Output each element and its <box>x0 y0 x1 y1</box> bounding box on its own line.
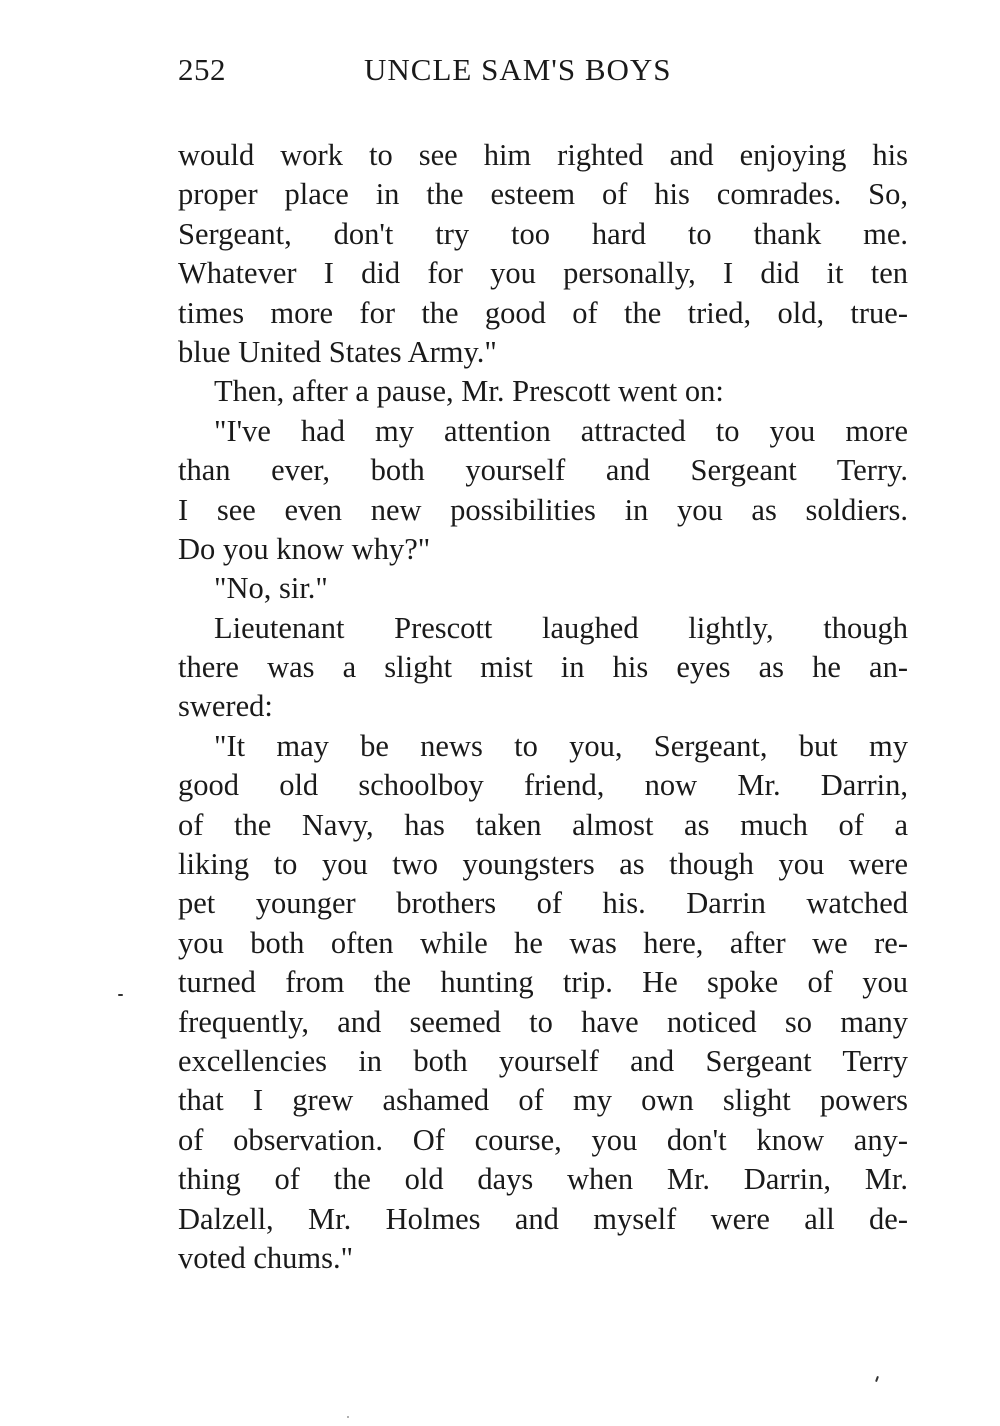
body-text <box>178 136 908 1278</box>
text-line: voted chums." <box>178 1240 354 1275</box>
text-line: Whatever I did for you personally, I did it ten <box>178 256 908 291</box>
text-line: blue United States Army." <box>178 334 497 369</box>
text-line: than ever, both yourself and Sergeant Terry. <box>178 453 908 488</box>
text-line: of the Navy, has taken almost as much of a <box>178 807 908 842</box>
text-line: of observation. Of course, you don't know any- <box>178 1122 908 1157</box>
running-head <box>178 52 738 96</box>
text-line: pet younger brothers of his. Darrin watched <box>178 886 908 921</box>
text-line: Lieutenant Prescott laughed lightly, though <box>214 610 908 645</box>
text-line: Dalzell, Mr. Holmes and myself were all de- <box>178 1201 908 1236</box>
text-line: thing of the old days when Mr. Darrin, Mr. <box>178 1162 908 1197</box>
text-line: frequently, and seemed to have noticed so many <box>178 1004 908 1039</box>
scan-speck <box>347 1416 349 1418</box>
page-number: 252 <box>178 52 226 87</box>
text-line: good old schoolboy friend, now Mr. Darrin, <box>178 768 908 803</box>
text-line: Sergeant, don't try too hard to thank me. <box>178 216 908 251</box>
text-line: proper place in the esteem of his comrades. So, <box>178 177 908 212</box>
text-line: you both often while he was here, after we re- <box>178 925 908 960</box>
text-line: "It may be news to you, Sergeant, but my <box>214 728 908 763</box>
text-line: Then, after a pause, Mr. Prescott went on: <box>214 374 724 409</box>
text-line: I see even new possibilities in you as soldiers. <box>178 492 908 527</box>
text-line: there was a slight mist in his eyes as he an- <box>178 650 908 685</box>
text-line: times more for the good of the tried, old, true- <box>178 295 908 330</box>
scan-speck <box>875 1376 879 1382</box>
scan-speck <box>118 994 123 996</box>
text-line: "I've had my attention attracted to you more <box>214 413 908 448</box>
running-title: UNCLE SAM'S BOYS <box>364 52 672 87</box>
text-line: liking to you two youngsters as though you were <box>178 847 908 882</box>
text-line: excellencies in both yourself and Sergeant Terry <box>178 1043 908 1078</box>
text-line: "No, sir." <box>214 571 328 606</box>
text-line: would work to see him righted and enjoying his <box>178 138 908 172</box>
text-line: turned from the hunting trip. He spoke of you <box>178 965 908 1000</box>
text-line: swered: <box>178 689 273 724</box>
text-line: that I grew ashamed of my own slight powers <box>178 1083 908 1118</box>
text-line: Do you know why?" <box>178 531 431 566</box>
